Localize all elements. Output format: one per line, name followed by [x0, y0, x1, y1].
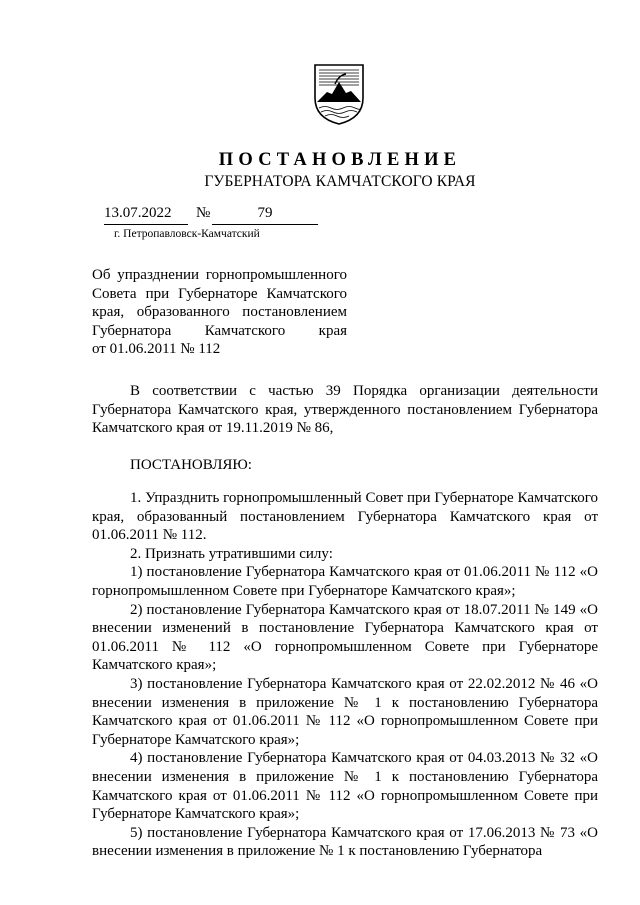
decree-heading: ПОСТАНОВЛЯЮ: [130, 457, 252, 473]
subject-line: Совета при Губернаторе Камчатского [92, 285, 347, 302]
decree-item: 4) постановление Губернатора Камчатского края от 04.03.2013 № 32 «О внесении изменения в приложение № 1 к постановлению Губернатора Камчатского края от 01.06.2011 № 112 «О горнопромышленном Совете при Губернаторе Камчатского края»; [92, 750, 598, 823]
decree-item: 5) постановление Губернатора Камчатского края от 17.06.2013 № 73 «О внесении изменения в приложение № 1 к постановлению Губернатора [92, 824, 598, 860]
kamchatka-coat-of-arms-icon [313, 62, 365, 126]
decree-item: 1) постановление Губернатора Камчатского края от 01.06.2011 № 112 «О горнопромышленном Совете при Губернаторе Камчатского края»; [92, 564, 598, 599]
decree-item: 2) постановление Губернатора Камчатского края от 18.07.2011 № 149 «О внесении изменений в постановление Губернатора Камчатского края от 01.06.2011 № 112 «О горнопромышленном Совете при Губернаторе Камчатского края»; [92, 601, 598, 674]
document-title: ПОСТАНОВЛЕНИЕ [218, 150, 462, 170]
decree-item: 3) постановление Губернатора Камчатского края от 22.02.2012 № 46 «О внесении изменения в приложение № 1 к постановлению Губернатора Камчатского края от 01.06.2011 № 112 «О горнопромышленном Совете при Губернаторе Камчатского края»; [92, 675, 598, 748]
subject-line: от 01.06.2011 № 112 [92, 341, 221, 358]
number-sign: № [196, 205, 211, 221]
document-date: 13.07.2022 [104, 205, 188, 225]
preamble-text: В соответствии с частью 39 Порядка организации деятельности Губернатора Камчатского края, утвержденного постановлением Губернатора Камчатского края от 19.11.2019 № 86, [92, 383, 598, 437]
subject-line: края, образованного постановлением [92, 304, 347, 321]
document-city: г. Петропавловск-Камчатский [114, 228, 260, 240]
document-number: 79 [212, 205, 318, 225]
subject-line: Об упразднении горнопромышленного [92, 267, 347, 283]
decree-items [92, 489, 598, 861]
document-subject [92, 266, 347, 359]
decree-item: 1. Упразднить горнопромышленный Совет при Губернаторе Камчатского края, образованный постановлением Губернатора Камчатского края от 01.06.2011 № 112. [92, 490, 598, 544]
preamble-paragraph [92, 382, 598, 438]
document-subtitle: ГУБЕРНАТОРА КАМЧАТСКОГО КРАЯ [204, 173, 476, 190]
subject-line: Губернатора Камчатского края [92, 322, 347, 339]
decree-item: 2. Признать утратившими силу: [130, 545, 333, 562]
